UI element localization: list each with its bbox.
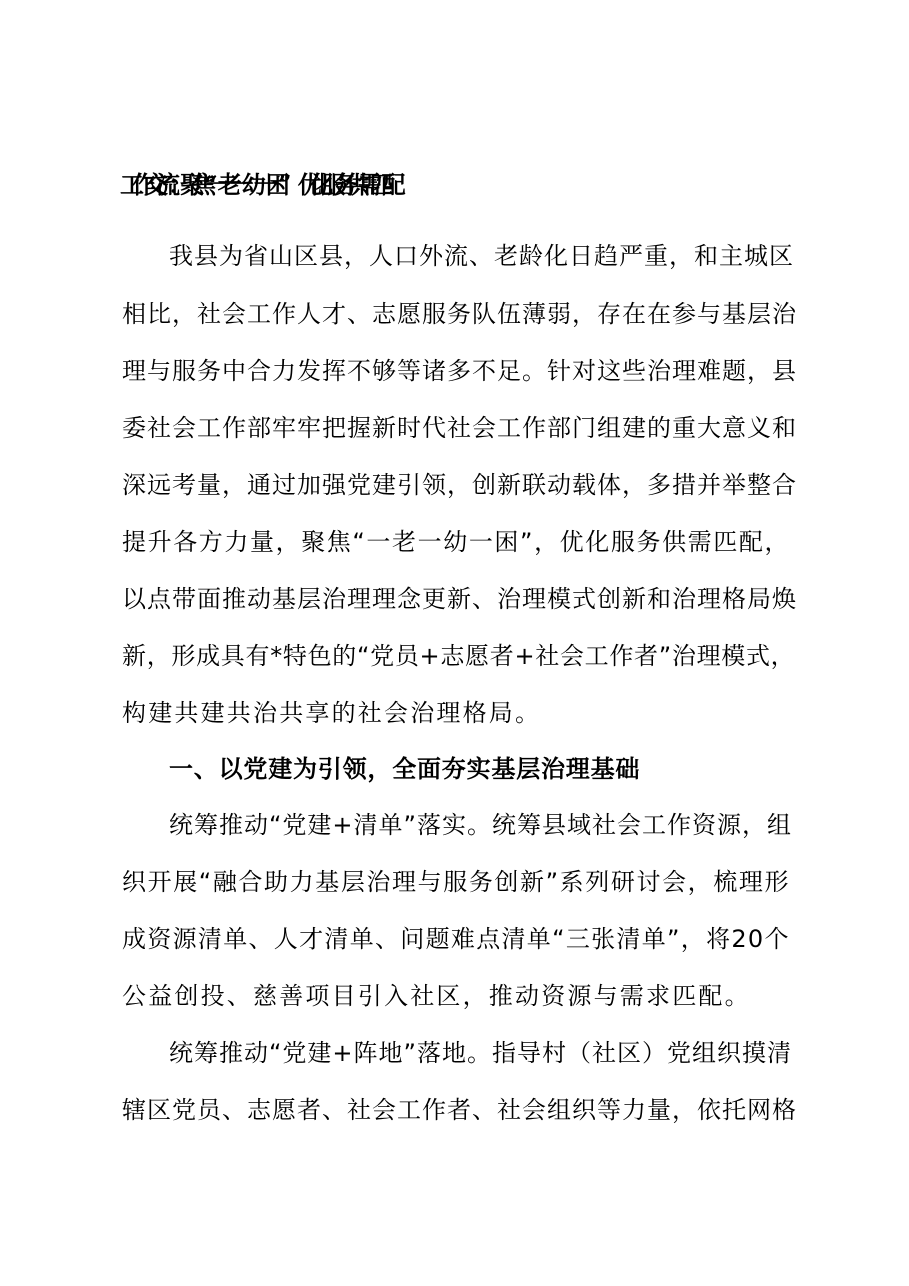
document-title [120,165,800,205]
title-part-1: 工作交流：聚焦“一老一幼一困” [120,170,280,199]
paragraph-line: 成资源清单、人才清单、问题难点清单“三张清单”，将20个 [122,925,790,953]
paragraph-line: 统筹推动“党建+阵地”落地。指导村（社区）党组织摸清 [169,1039,792,1067]
paragraph-line: 我县为省山区县，人口外流、老龄化日趋严重，和主城区 [169,242,794,270]
section-heading-1: 一、以党建为引领，全面夯实基层治理基础 [169,755,641,783]
paragraph-line: 理与服务中合力发挥不够等诸多不足。针对这些治理难题，县 [122,357,797,385]
paragraph-line: 织开展“融合助力基层治理与服务创新”系列研讨会，梳理形 [122,868,791,896]
paragraph-line: 相比，社会工作人才、志愿服务队伍薄弱，存在在参与基层治 [122,300,797,328]
paragraph-line: 提升各方力量，聚焦“一老一幼一困”，优化服务供需匹配， [122,528,791,556]
paragraph-line: 构建共建共治共享的社会治理格局。 [122,699,542,727]
paragraph-line: 统筹推动“党建+清单”落实。统筹县域社会工作资源，组 [169,811,792,839]
title-part-2: 优化服务供需匹配 [297,170,394,199]
paragraph-line: 新，形成具有*特色的“党员+志愿者+社会工作者”治理模式， [122,642,796,670]
paragraph-line: 以点带面推动基层治理理念更新、治理模式创新和治理格局焕 [122,585,797,613]
paragraph-line: 深远考量，通过加强党建引领，创新联动载体，多措并举整合 [122,471,797,499]
paragraph-line: 辖区党员、志愿者、社会工作者、社会组织等力量，依托网格 [122,1096,797,1124]
paragraph-line: 公益创投、慈善项目引入社区，推动资源与需求匹配。 [122,982,751,1010]
paragraph-line: 委社会工作部牢牢把握新时代社会工作部门组建的重大意义和 [122,414,797,442]
